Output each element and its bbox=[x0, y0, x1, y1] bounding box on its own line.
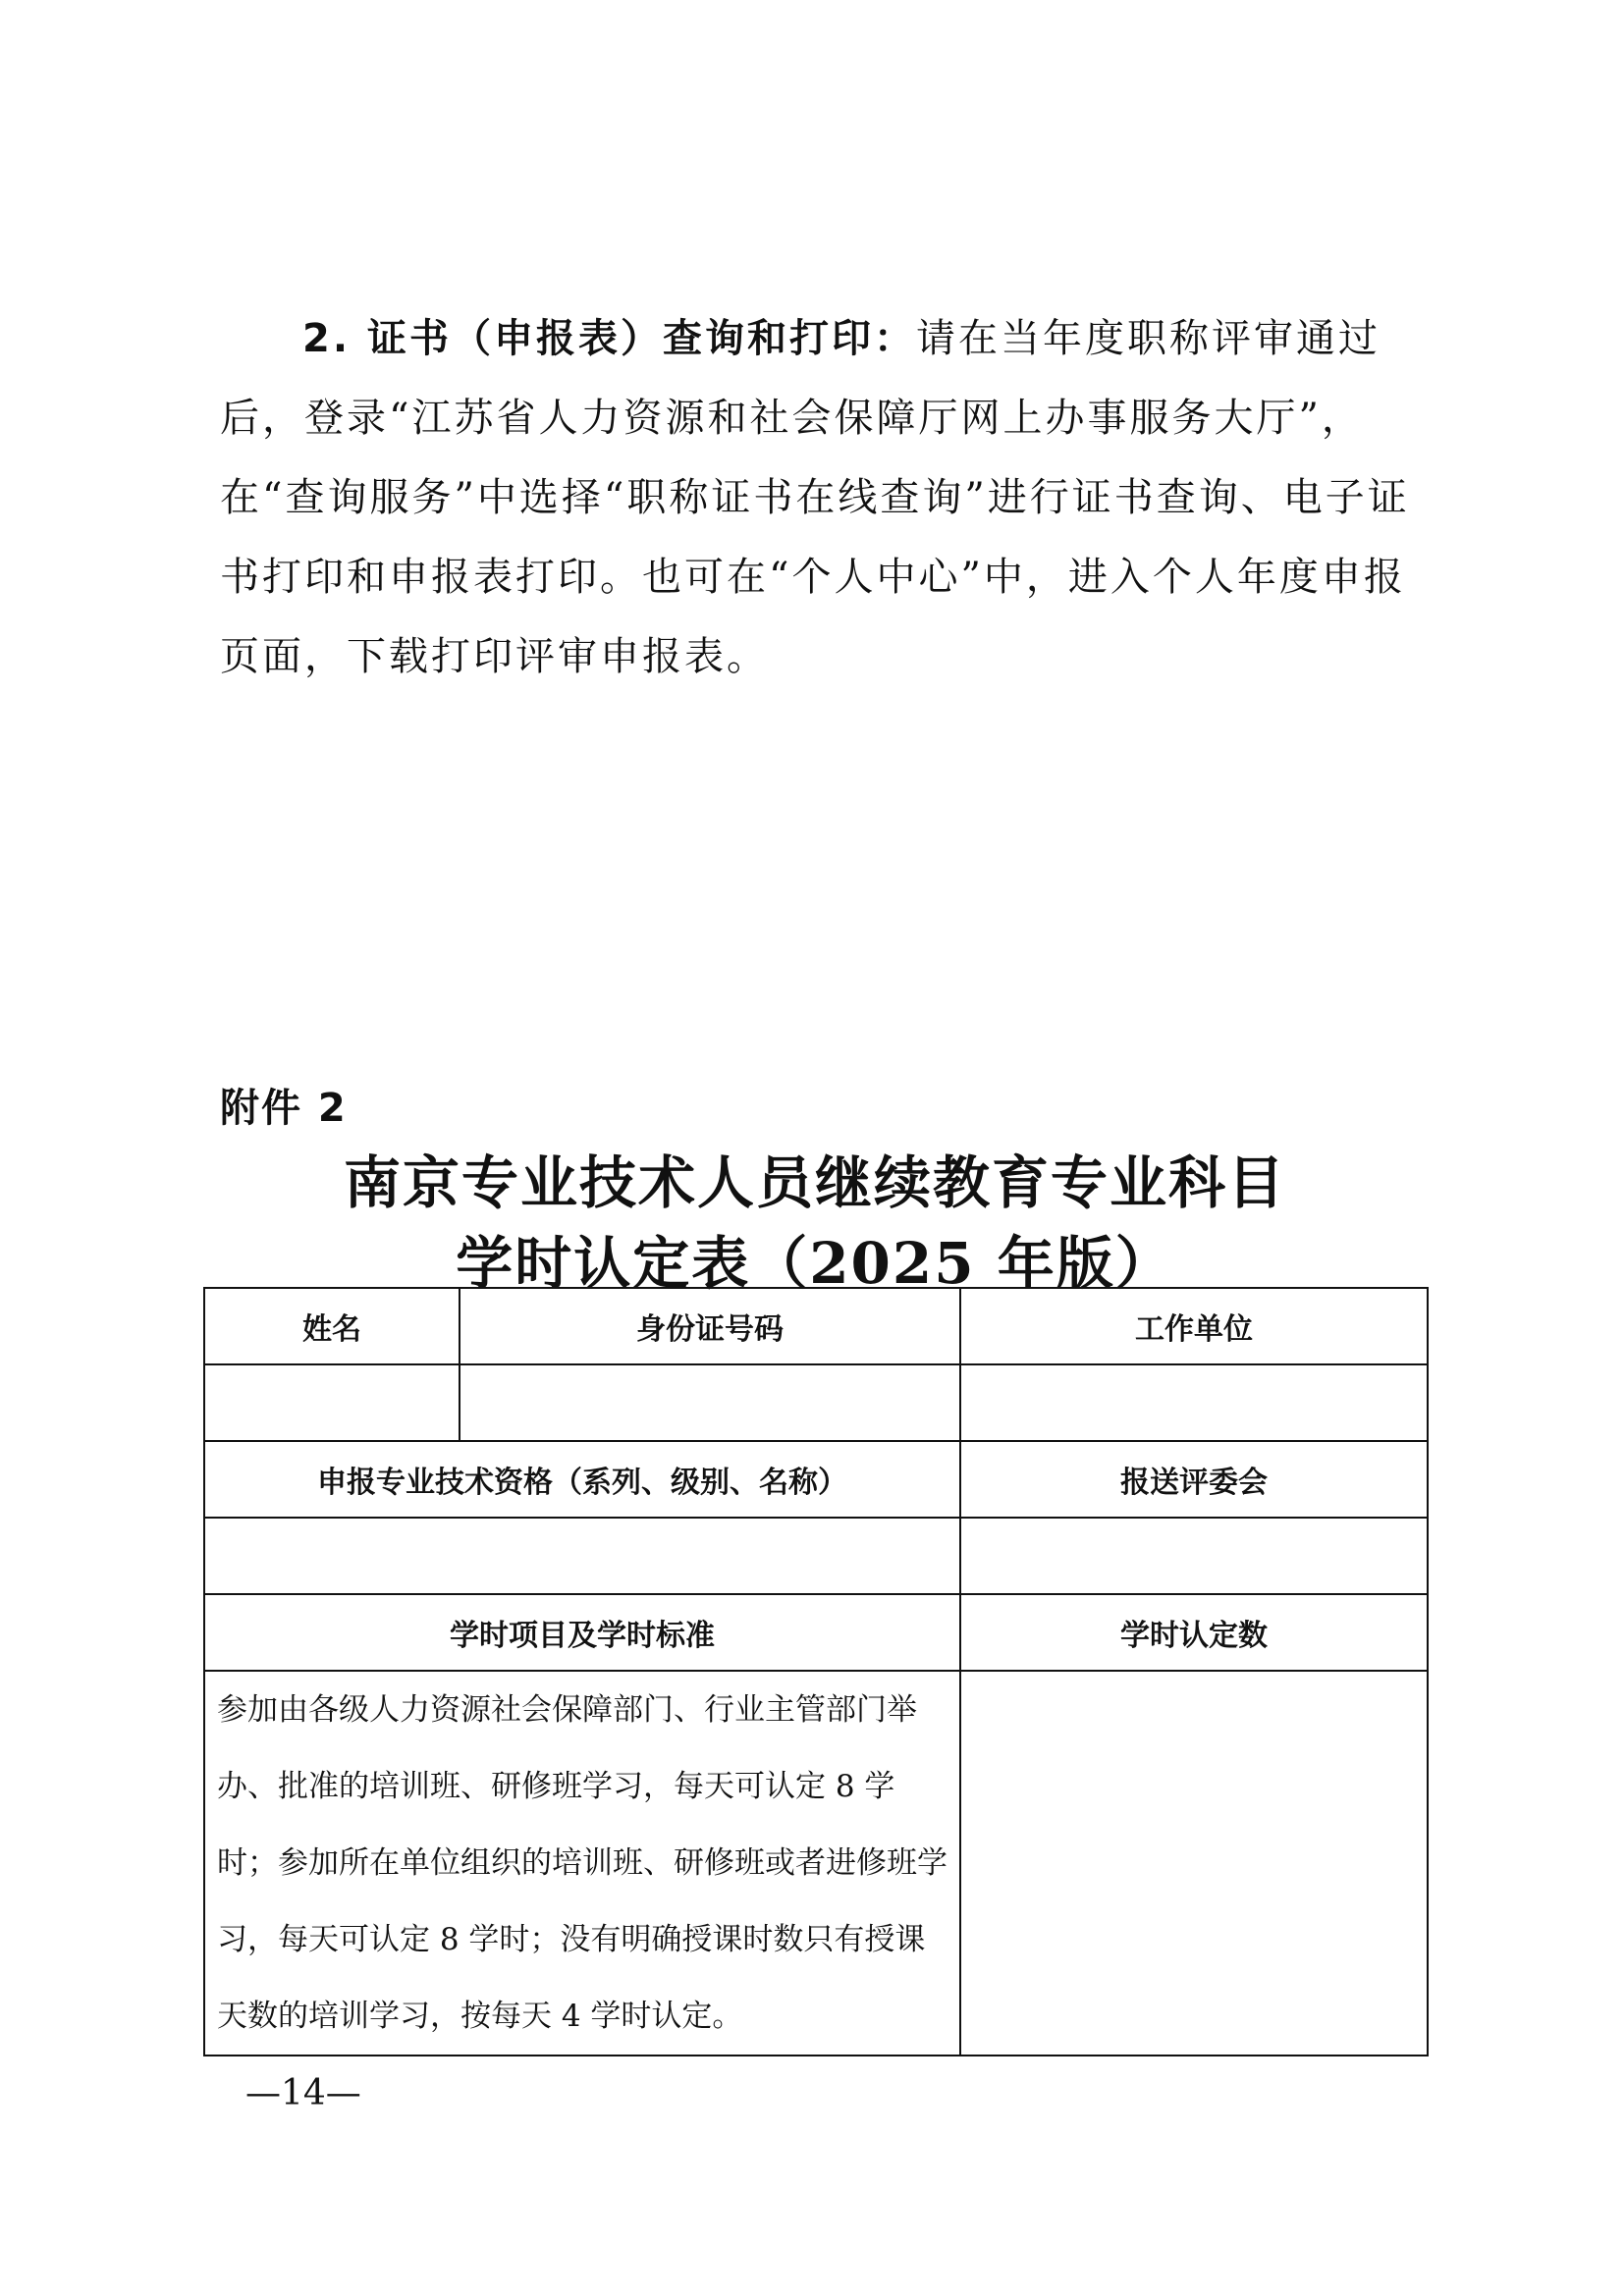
work-unit-entry-cell[interactable] bbox=[960, 1364, 1428, 1441]
header-hour-count: 学时认定数 bbox=[960, 1594, 1428, 1671]
hour-standard-text: 参加由各级人力资源社会保障部门、行业主管部门举办、批准的培训班、研修班学习，每天可认定 8 学时；参加所在单位组织的培训班、研修班或者进修班学习，每天可认定 8 学时；没有明确授课时数只有授课天数的培训学习，按每天 4 学时认定。 bbox=[204, 1671, 960, 2056]
table-row-qualification-entry bbox=[204, 1518, 1428, 1594]
paragraph-certificate-query bbox=[220, 299, 1428, 697]
header-work-unit: 工作单位 bbox=[960, 1288, 1428, 1364]
committee-entry-cell[interactable] bbox=[960, 1518, 1428, 1594]
header-id-number: 身份证号码 bbox=[460, 1288, 960, 1364]
table-row-header-hours bbox=[204, 1594, 1428, 1671]
table-row-hour-standard bbox=[204, 1671, 1428, 2056]
header-qualification: 申报专业技术资格（系列、级别、名称） bbox=[204, 1441, 960, 1518]
name-entry-cell[interactable] bbox=[204, 1364, 460, 1441]
table-row-personal-entry bbox=[204, 1364, 1428, 1441]
qualification-entry-cell[interactable] bbox=[204, 1518, 960, 1594]
form-title-line2: 学时认定表（2025 年版） bbox=[456, 1230, 1174, 1297]
attachment-label: 附件 2 bbox=[220, 1086, 348, 1131]
hour-count-entry-cell[interactable] bbox=[960, 1671, 1428, 2056]
table-row-header-qualification bbox=[204, 1441, 1428, 1518]
header-name: 姓名 bbox=[204, 1288, 460, 1364]
header-hour-items: 学时项目及学时标准 bbox=[204, 1594, 960, 1671]
paragraph-body: 请在当年度职称评审通过后，登录“江苏省人力资源和社会保障厅网上办事服务大厅”，在“查询服务”中选择“职称证书在线查询”进行证书查询、电子证书打印和申报表打印。也可在“个人中心”中，进入个人年度申报页面，下载打印评审申报表。 bbox=[220, 316, 1410, 679]
header-committee: 报送评委会 bbox=[960, 1441, 1428, 1518]
paragraph-lead: 2. 证书（申报表）查询和打印： bbox=[302, 316, 916, 361]
page-number: —14— bbox=[245, 2073, 361, 2113]
form-title-line1: 南京专业技术人员继续教育专业科目 bbox=[343, 1149, 1286, 1216]
id-number-entry-cell[interactable] bbox=[460, 1364, 960, 1441]
table-row-header-personal bbox=[204, 1288, 1428, 1364]
credit-hours-form bbox=[203, 1287, 1429, 2056]
